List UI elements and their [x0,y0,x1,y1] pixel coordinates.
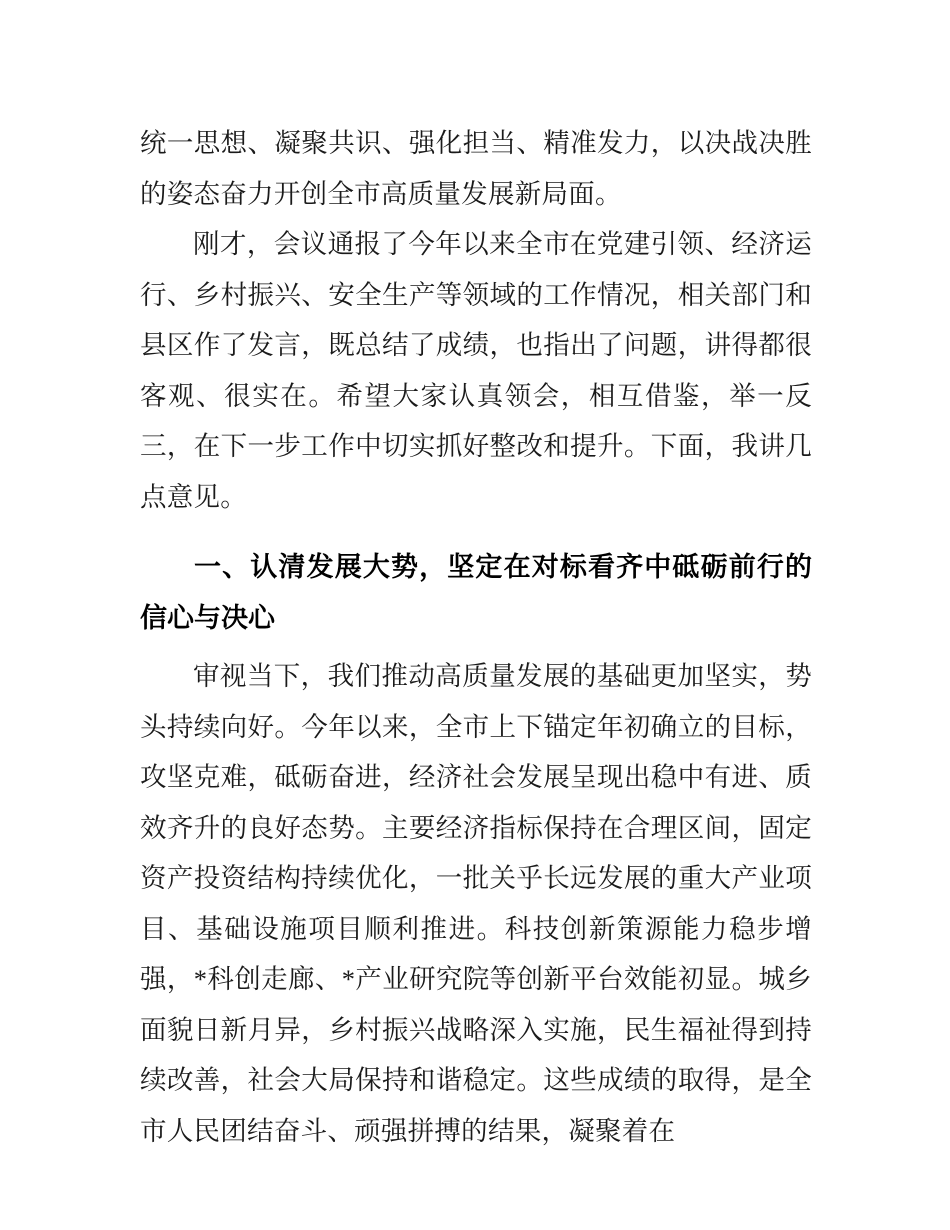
section-heading-one: 一、认清发展大势，坚定在对标看齐中砥砺前行的信心与决心 [140,552,812,633]
heading-spacer-below [140,643,812,651]
paragraph-development-review: 审视当下，我们推动高质量发展的基础更加坚实，势头持续向好。今年以来，全市上下锚定年初确立的目标，攻坚克难，砥砺奋进，经济社会发展呈现出稳中有进、质效齐升的良好态势。主要经济指标保持在合理区间，固定资产投资结构持续优化，一批关乎长远发展的重大产业项目、基础设施项目顺利推进。科技创新策源能力稳步增强，*科创走廊、*产业研究院等创新平台效能初显。城乡面貌日新月异，乡村振兴战略深入实施，民生福祉得到持续改善，社会大局保持和谐稳定。这些成绩的取得，是全市人民团结奋斗、顽强拼搏的结果，凝聚着在 [140,661,812,1146]
heading-spacer-above [140,522,812,542]
paragraph-continuation: 统一思想、凝聚共识、强化担当、精准发力，以决战决胜的姿态奋力开创全市高质量发展新局面。 [140,128,812,209]
paragraph-meeting-briefing: 刚才，会议通报了今年以来全市在党建引领、经济运行、乡村振兴、安全生产等领域的工作情况，相关部门和县区作了发言，既总结了成绩，也指出了问题，讲得都很客观、很实在。希望大家认真领会，相互借鉴，举一反三，在下一步工作中切实抓好整改和提升。下面，我讲几点意见。 [140,229,812,512]
document-text-column [140,118,812,1156]
